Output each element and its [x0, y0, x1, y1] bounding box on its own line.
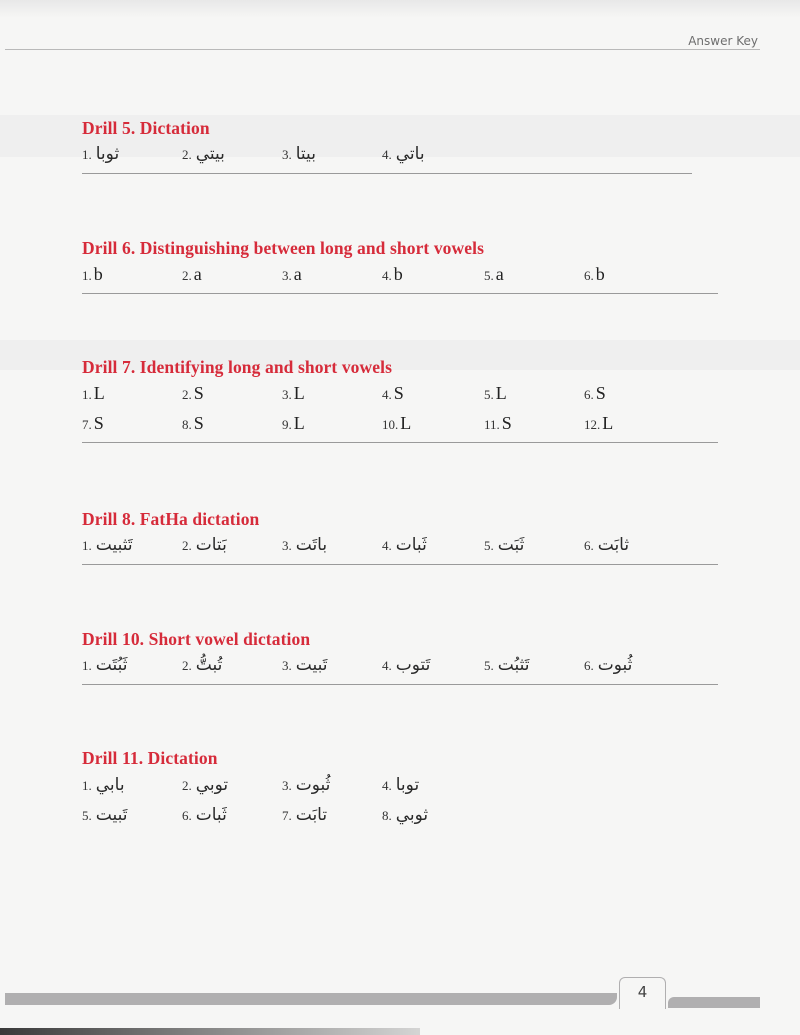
header-rule — [5, 49, 760, 50]
answer-item: 3. تَبيت — [282, 655, 328, 675]
answer-item: 8. ثوبي — [382, 805, 429, 825]
answer-item: 5. ثَبَت — [484, 535, 525, 555]
answer-row — [82, 530, 718, 560]
drill-5-section — [82, 117, 718, 174]
page-edge-shadow — [0, 0, 800, 18]
answer-item: 1. بابي — [82, 775, 125, 795]
answer-item: 11. S — [484, 412, 512, 433]
section-divider — [82, 442, 718, 443]
section-divider — [82, 173, 692, 174]
footer-bar — [668, 997, 760, 1008]
answer-item: 9. L — [282, 412, 305, 433]
drill-title: Drill 8. FatHa dictation — [82, 509, 260, 529]
answer-row — [82, 259, 718, 289]
running-head: Answer Key — [688, 34, 758, 48]
answer-item: 4. b — [382, 263, 403, 284]
answer-item: 5. تَثبُت — [484, 655, 530, 675]
answer-row — [82, 139, 718, 169]
answer-item: 6. b — [584, 263, 605, 284]
answer-item: 10. L — [382, 412, 412, 433]
footer-bar — [5, 993, 617, 1005]
answer-item: 1. L — [82, 382, 105, 403]
answer-row — [82, 408, 718, 438]
answer-item: 4. S — [382, 382, 404, 403]
answer-item: 3. L — [282, 382, 305, 403]
drill-title: Drill 7. Identifying long and short vowels — [82, 357, 392, 377]
answer-item: 12. L — [584, 412, 614, 433]
answer-row — [82, 378, 718, 408]
answer-item: 2. تُبتُّ — [182, 655, 223, 675]
answer-item: 5. تَبيت — [82, 805, 128, 825]
answer-item: 2. S — [182, 382, 204, 403]
answer-row — [82, 769, 718, 801]
answer-item: 4. باتي — [382, 144, 425, 164]
answer-item: 2. a — [182, 263, 202, 284]
answer-item: 7. S — [82, 412, 104, 433]
answer-row — [82, 801, 718, 829]
answer-item: 5. L — [484, 382, 507, 403]
drill-title: Drill 5. Dictation — [82, 118, 210, 138]
drill-title: Drill 10. Short vowel dictation — [82, 629, 311, 649]
answer-item: 6. ثُبوت — [584, 655, 633, 675]
answer-item: 5. a — [484, 263, 504, 284]
section-divider — [82, 684, 718, 685]
answer-item: 4. ثَبات — [382, 535, 427, 555]
section-divider — [82, 293, 718, 294]
answer-item: 3. بيتا — [282, 144, 316, 164]
answer-item: 2. توبي — [182, 775, 229, 795]
answer-row — [82, 650, 718, 680]
section-divider — [82, 564, 718, 565]
drill-6-section — [82, 237, 718, 294]
drill-8-section — [82, 508, 718, 565]
answer-item: 8. S — [182, 412, 204, 433]
answer-item: 1. تَثبيت — [82, 535, 133, 555]
answer-item: 1. ثَبُتَت — [82, 655, 128, 675]
answer-item: 2. بيتي — [182, 144, 225, 164]
drill-7-section — [82, 356, 718, 443]
answer-item: 4. توبا — [382, 775, 420, 795]
answer-item: 3. ثُبوت — [282, 775, 331, 795]
answer-item: 4. تَتوب — [382, 655, 431, 675]
answer-item: 3. a — [282, 263, 302, 284]
drill-10-section — [82, 628, 718, 685]
answer-item: 1. ثوبا — [82, 144, 120, 164]
answer-item: 6. S — [584, 382, 606, 403]
answer-item: 7. تابَت — [282, 805, 328, 825]
answer-item: 3. باتَت — [282, 535, 328, 555]
answer-item: 2. بَتات — [182, 535, 227, 555]
answer-item: 6. ثَبات — [182, 805, 227, 825]
answer-item: 1. b — [82, 263, 103, 284]
drill-title: Drill 11. Dictation — [82, 748, 218, 768]
drill-11-section — [82, 747, 718, 829]
answer-item: 6. ثابَت — [584, 535, 630, 555]
drill-title: Drill 6. Distinguishing between long and short vowels — [82, 238, 485, 258]
page-number: 4 — [619, 977, 666, 1009]
page-edge-shadow — [0, 1028, 420, 1035]
